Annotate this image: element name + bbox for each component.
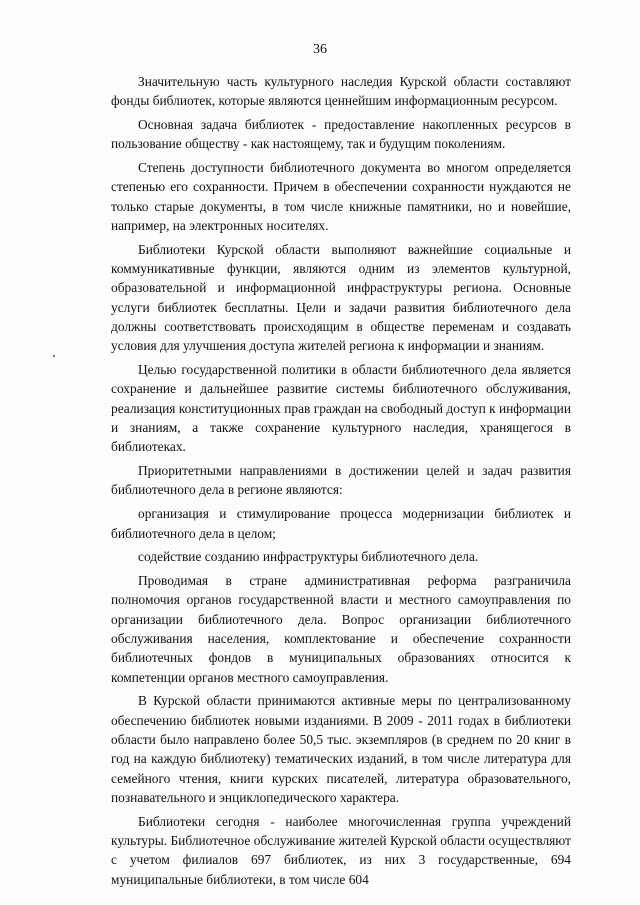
paragraph-5: Целью государственной политики в области библиотечного дела является сохранение и дальнейшее развитие системы библиотечного обслуживания, реализация конституционных прав граждан на свободный доступ к информации и знаниям, а также сохранение культурного наследия, хранящегося в библиотеках. — [111, 362, 571, 455]
page-number: 36 — [313, 42, 327, 57]
paragraph-11: Библиотеки сегодня - наиболее многочисленная группа учреждений культуры. Библиотечное обслуживание жителей Курской области осуществляют с учетом филиалов 697 библиотек, из них 3 государственные, 694 муниципальные библиотеки, в том числе 604 — [111, 813, 571, 887]
paragraph-1: Значительную часть культурного наследия Курской области составляют фонды библиотек, которые являются ценнейшим информационным ресурсом. — [111, 74, 571, 109]
paragraph-2: Основная задача библиотек - предоставление накопленных ресурсов в пользование обществу - как настоящему, так и будущим поколениям. — [111, 117, 571, 152]
paragraph-8: содействие созданию инфраструктуры библиотечного дела. — [138, 549, 479, 565]
scan-speck — [53, 355, 55, 357]
paragraph-6: Приоритетными направлениями в достижении целей и задач развития библиотечного дела в регионе являются: — [111, 463, 571, 498]
body-text — [111, 72, 571, 889]
paragraph-10: В Курской области принимаются активные меры по централизованному обеспечению библиотек новыми изданиями. В 2009 - 2011 годах в библиотеки области было направлено более 50,5 тыс. экземпляров (в среднем по 20 книг в год на каждую библиотеку) тематических изданий, в том числе литература для семейного чтения, книги курских писателей, литература образовательного, познавательного и энциклопедического характера. — [111, 693, 571, 805]
paragraph-7: организация и стимулирование процесса модернизации библиотек и библиотечного дела в целом; — [111, 506, 571, 541]
paragraph-9: Проводимая в стране административная реформа разграничила полномочия органов государственной власти и местного самоуправления по организации библиотечного дела. Вопрос организации библиотечного обслуживания населения, комплектование и обеспечение сохранности библиотечных фондов в муниципальных образованиях относится к компетенции органов местного самоуправления. — [111, 573, 571, 685]
paragraph-3: Степень доступности библиотечного документа во многом определяется степенью его сохранности. Причем в обеспечении сохранности нуждаются не только старые документы, в том числе книжные памятники, но и новейшие, например, на электронных носителях. — [111, 160, 571, 234]
paragraph-4: Библиотеки Курской области выполняют важнейшие социальные и коммуникативные функции, являются одним из элементов культурной, образовательной и информационной инфраструктуры региона. Основные услуги библиотек бесплатны. Цели и задачи развития библиотечного дела должны соответствовать происходящим в обществе переменам и создавать условия для улучшения доступа жителей региона к информации и знаниям. — [111, 241, 571, 354]
